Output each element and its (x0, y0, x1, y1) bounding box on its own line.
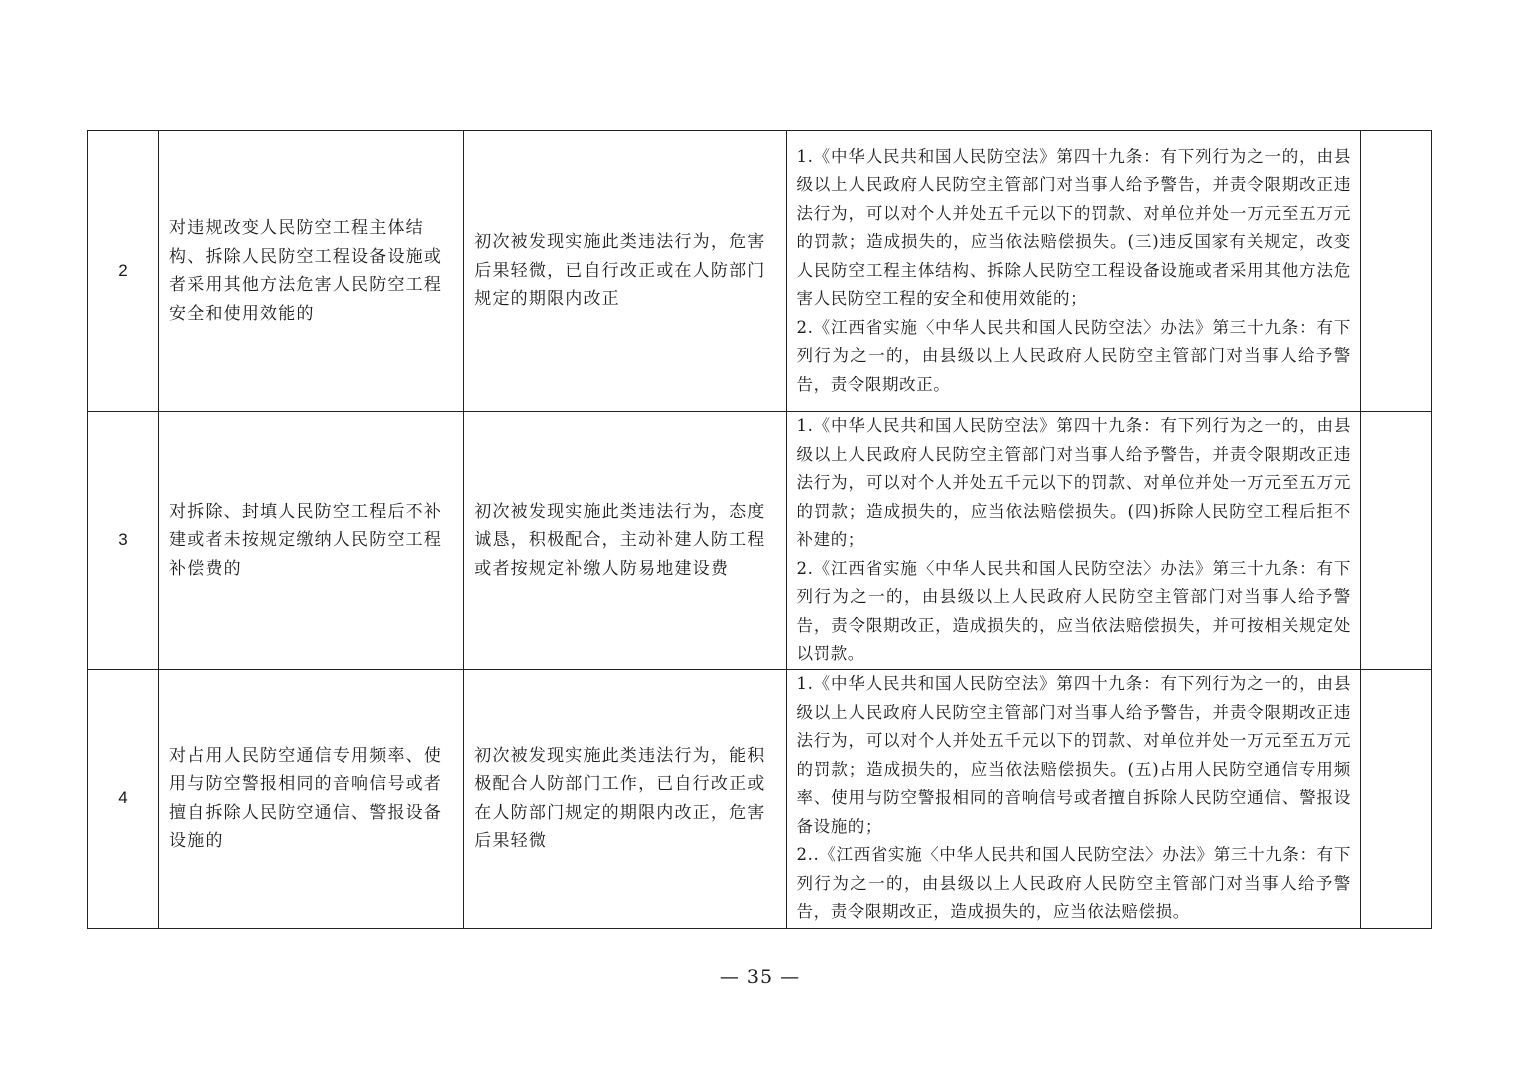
legal-basis-paragraph: 1.《中华人民共和国人民防空法》第四十九条：有下列行为之一的，由县级以上人民政府人民防空主管部门对当事人给予警告，并责令限期改正违法行为，可以对个人并处五千元以下的罚款、对单位并处一万元至五万元的罚款；造成损失的，应当依法赔偿损失。(三)违反国家有关规定，改变人民防空工程主体结构、拆除人民防空工程设备设施或者采用其他方法危害人民防空工程的安全和使用效能的； (796, 146, 1351, 309)
legal-basis-paragraph: 2..《江西省实施〈中华人民共和国人民防空法〉办法》第三十九条：有下列行为之一的，由县级以上人民政府人民防空主管部门对当事人给予警告，责令限期改正，造成损失的，应当依法赔偿损。 (796, 845, 1351, 922)
violation-description: 对占用人民防空通信专用频率、使用与防空警报相同的音响信号或者擅自拆除人民防空通信、警报设备设施的 (159, 669, 464, 928)
exemption-condition: 初次被发现实施此类违法行为，危害后果轻微，已自行改正或在人防部门规定的期限内改正 (464, 131, 786, 412)
table-row (88, 131, 1432, 412)
legal-basis-paragraph: 1.《中华人民共和国人民防空法》第四十九条：有下列行为之一的，由县级以上人民政府人民防空主管部门对当事人给予警告，并责令限期改正违法行为，可以对个人并处五千元以下的罚款、对单位并处一万元至五万元的罚款；造成损失的，应当依法赔偿损失。(五)占用人民防空通信专用频率、使用与防空警报相同的音响信号或者擅自拆除人民防空通信、警报设备设施的； (796, 674, 1351, 836)
table-row (88, 669, 1432, 928)
row-number: 2 (88, 131, 159, 412)
legal-basis (786, 131, 1360, 412)
row-number: 3 (88, 412, 159, 670)
exemption-condition: 初次被发现实施此类违法行为，态度诚恳，积极配合，主动补建人防工程或者按规定补缴人防易地建设费 (464, 412, 786, 670)
legal-basis-paragraph: 1.《中华人民共和国人民防空法》第四十九条：有下列行为之一的，由县级以上人民政府人民防空主管部门对当事人给予警告，并责令限期改正违法行为，可以对个人并处五千元以下的罚款、对单位并处一万元至五万元的罚款；造成损失的，应当依法赔偿损失。(四)拆除人民防空工程后拒不补建的； (796, 416, 1351, 549)
legal-basis (786, 412, 1360, 670)
legal-basis-paragraph: 2.《江西省实施〈中华人民共和国人民防空法〉办法》第三十九条：有下列行为之一的，由县级以上人民政府人民防空主管部门对当事人给予警告，责令限期改正。 (796, 317, 1351, 394)
row-number: 4 (88, 669, 159, 928)
regulation-table (87, 130, 1432, 929)
violation-description: 对违规改变人民防空工程主体结构、拆除人民防空工程设备设施或者采用其他方法危害人民防空工程安全和使用效能的 (159, 131, 464, 412)
remarks-cell (1360, 412, 1431, 670)
remarks-cell (1360, 669, 1431, 928)
table-row (88, 412, 1432, 670)
legal-basis (786, 669, 1360, 928)
violation-description: 对拆除、封填人民防空工程后不补建或者未按规定缴纳人民防空工程补偿费的 (159, 412, 464, 670)
legal-basis-paragraph: 2.《江西省实施〈中华人民共和国人民防空法〉办法》第三十九条：有下列行为之一的，由县级以上人民政府人民防空主管部门对当事人给予警告，责令限期改正，造成损失的，应当依法赔偿损失，并可按相关规定处以罚款。 (796, 558, 1351, 663)
exemption-condition: 初次被发现实施此类违法行为，能积极配合人防部门工作，已自行改正或在人防部门规定的期限内改正，危害后果轻微 (464, 669, 786, 928)
page-number: — 35 — (719, 966, 801, 988)
remarks-cell (1360, 131, 1431, 412)
